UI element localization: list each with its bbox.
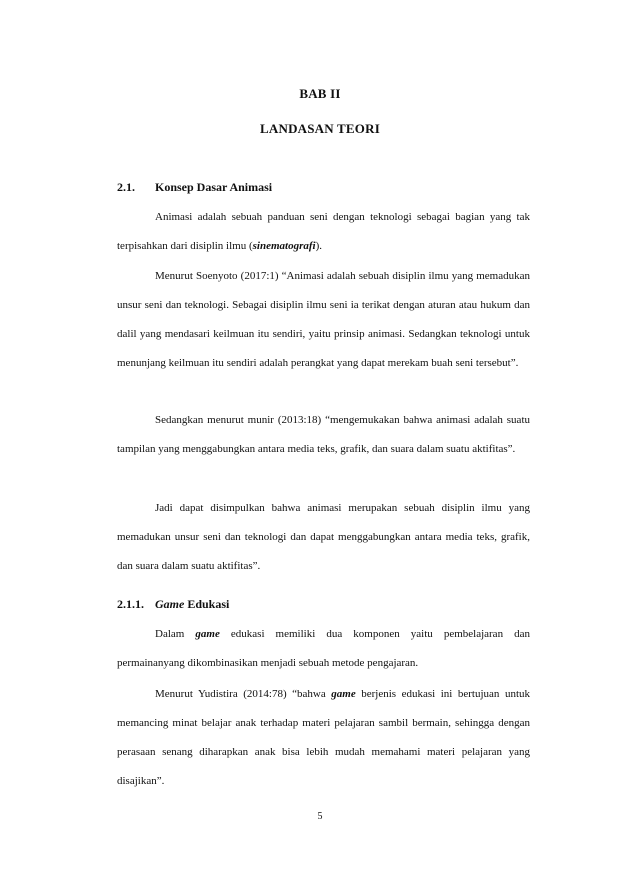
paragraph-yudistira-quote xyxy=(117,680,530,796)
paragraph-game-education xyxy=(117,620,530,678)
paragraph-munir-quote: Sedangkan menurut munir (2013:18) “mengemukakan bahwa animasi adalah suatu tampilan yang menggabungkan antara media teks, grafik, dan suara dalam suatu aktifitas”. xyxy=(117,414,530,455)
section-heading-2-1 xyxy=(117,180,272,195)
section-title: Konsep Dasar Animasi xyxy=(155,180,273,194)
italic-term: sinematografi xyxy=(252,240,316,252)
page-number: 5 xyxy=(317,811,323,822)
paragraph-text: berjenis edukasi ini bertujuan untuk memancing minat belajar anak terhadap materi pelajaran sambil bermain, sehingga dengan perasaan senang diharapkan anak bisa lebih mudah memahami materi pelajaran yang disajikan”. xyxy=(117,688,530,787)
chapter-title: LANDASAN TEORI xyxy=(260,121,380,136)
paragraph-text: ). xyxy=(315,240,323,252)
section-title-italic: Game xyxy=(155,597,185,611)
section-heading-2-1-1 xyxy=(117,597,229,612)
chapter-number: BAB II xyxy=(299,86,341,101)
section-number: 2.1. xyxy=(117,180,135,194)
italic-term: game xyxy=(195,628,220,640)
section-title: Edukasi xyxy=(184,597,230,611)
paragraph-soenyoto-quote: Menurut Soenyoto (2017:1) “Animasi adalah sebuah disiplin ilmu yang memadukan unsur seni dan teknologi. Sebagai disiplin ilmu seni ia terikat dengan aturan atau hukum dan dalil yang mendasari keilmuan itu sendiri, yaitu prinsip animasi. Sedangkan teknologi untuk menunjang keilmuan itu sendiri adalah perangkat yang dapat merekam buah seni tersebut”. xyxy=(117,270,530,369)
paragraph-conclusion: Jadi dapat disimpulkan bahwa animasi merupakan sebuah disiplin ilmu yang memadukan unsur seni dan teknologi dan dapat menggabungkan antara media teks, grafik, dan suara dalam suatu aktifitas”. xyxy=(117,502,530,572)
section-number: 2.1.1. xyxy=(117,597,144,611)
paragraph-animation-definition xyxy=(117,203,530,261)
italic-term: game xyxy=(331,688,356,700)
paragraph-text: Dalam xyxy=(155,628,196,640)
paragraph-text: Menurut Yudistira (2014:78) “bahwa xyxy=(155,688,332,700)
paragraph-text: edukasi memiliki dua komponen yaitu pembelajaran dan permainanyang dikombinasikan menjadi sebuah metode pengajaran. xyxy=(117,628,531,669)
paragraph-text: Animasi adalah sebuah panduan seni dengan teknologi sebagai bagian yang tak terpisahkan dari disiplin ilmu ( xyxy=(117,211,530,252)
